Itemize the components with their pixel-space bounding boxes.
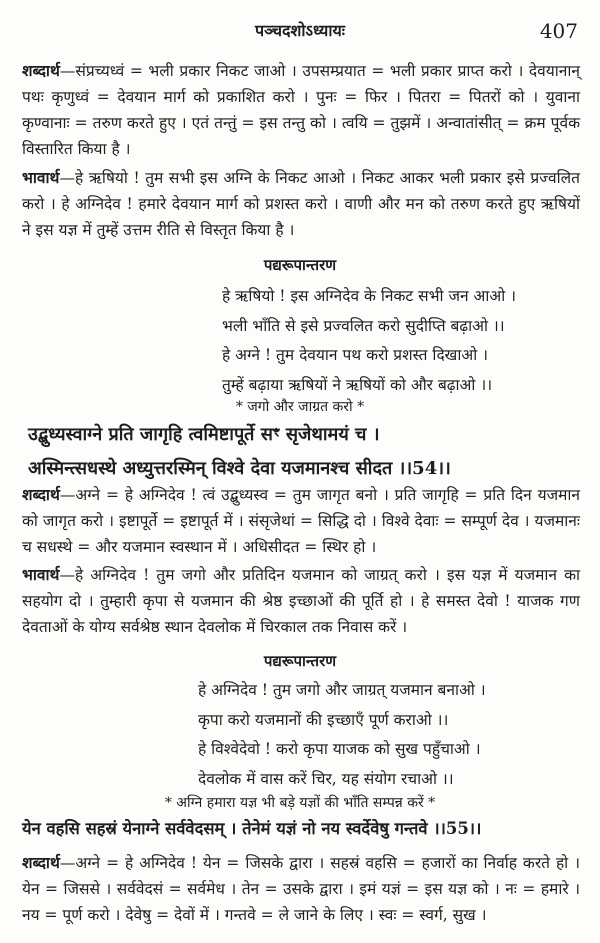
poem-1 <box>0 282 600 400</box>
bhavartha-label: भावार्थ <box>22 565 60 584</box>
shabdartha-text: —संप्रच्यध्वं = भली प्रकार निकट जाओ । उपसम्प्रयात = भली प्रकार प्राप्त करो । देवयानान् पथः कृणुध्वं = देवयान मार्ग को प्रकाशित करो । पुनः = फिर । पितरा = पितरों को । युवाना कृण्वानाः = तरुण करते हुए । एतं तन्तुं = इस तन्तु को । त्वयि = तुझमें । अन्वातांसीत् = क्रम पूर्वक विस्तारित किया है । <box>22 62 580 158</box>
poem-line: हे अग्ने ! तुम देवयान पथ करो प्रशस्त दिखाओ । <box>222 346 489 364</box>
shabdartha-label: शब्दार्थ <box>22 485 60 504</box>
verse-line: उद्बुध्यस्वाग्ने प्रति जागृहि त्वमिष्टापूर्ते सꣳ सृजेथामयं च । <box>28 424 380 445</box>
bhavartha-paragraph-1 <box>22 165 580 243</box>
shabdartha-paragraph-1 <box>22 58 580 162</box>
verse-line: अस्मिन्त्सधस्थे अध्युत्तरस्मिन् विश्वे देवा यजमानश्च सीदत ।।54।। <box>28 458 451 479</box>
bhavartha-text: —हे अग्निदेव ! तुम जगो और प्रतिदिन यजमान को जाग्रत् करो । इस यज्ञ में यजमान का सहयोग दो । तुम्हारी कृपा से यजमान की श्रेष्ठ इच्छाओं की पूर्ति हो । हे समस्त देवो ! याजक गण देवताओं के योग्य सर्वश्रेष्ठ स्थान देवलोक में चिरकाल तक निवास करें । <box>22 566 580 636</box>
shabdartha-text: —अग्ने = हे अग्निदेव ! येन = जिसके द्वारा । सहस्रं वहसि = हजारों का निर्वाह करते हो । येन = जिससे । सर्ववेदसं = सर्वमेध । तेन = उसके द्वारा । इमं यज्ञं = इस यज्ञ को । नः = हमारे । नय = पूर्ण करो । देवेषु = देवों में । गन्तवे = ले जाने के लिए । स्वः = स्वर्ग, सुख । <box>22 854 580 924</box>
sanskrit-verse-54 <box>28 418 588 486</box>
bhavartha-text: —हे ऋषियो ! तुम सभी इस अग्नि के निकट आओ । निकट आकर भली प्रकार इसे प्रज्वलित करो । हे अग्निदेव ! हमारे देवयान मार्ग को प्रशस्त करो । वाणी और मन को तरुण करते हुए ऋषियों ने इस यज्ञ में तुम्हें उत्तम रीति से विस्तृत किया है । <box>22 169 580 239</box>
shabdartha-paragraph-2 <box>22 482 580 560</box>
poem-2 <box>0 676 600 794</box>
shabdartha-paragraph-3 <box>22 850 580 928</box>
poem-line: तुम्हें बढ़ाया ऋषियों ने ऋषियों को और बढ़ाओ ।। <box>222 375 493 394</box>
bhavartha-paragraph-2 <box>22 562 580 640</box>
poem-heading-1: पद्यरूपान्तरण <box>263 256 337 274</box>
bhavartha-label: भावार्थ <box>22 168 60 187</box>
poem-line: कृपा करो यजमानों की इच्छाएँ पूर्ण कराओ ।। <box>198 710 449 729</box>
section-subtitle-1: * जगो और जाग्रत करो * <box>235 399 365 415</box>
poem-line: हे अग्निदेव ! तुम जगो और जाग्रत् यजमान बनाओ । <box>198 681 486 699</box>
poem-line: हे विश्वेदेवो ! करो कृपा याजक को सुख पहुँचाओ । <box>198 740 481 758</box>
sanskrit-verse-55: येन वहसि सहस्रं येनाग्ने सर्ववेदसम् । तेनेमं यज्ञं नो नय स्वर्देवेषु गन्तवे ।।55।। <box>22 819 482 838</box>
chapter-title: पञ्चदशोऽध्यायः <box>255 21 345 40</box>
poem-line: भली भाँति से इसे प्रज्वलित करो सुदीप्ति बढ़ाओ ।। <box>222 316 505 335</box>
shabdartha-label: शब्दार्थ <box>22 61 60 80</box>
shabdartha-label: शब्दार्थ <box>22 853 60 872</box>
section-subtitle-2: * अग्नि हमारा यज्ञ भी बड़े यज्ञों की भाँति सम्पन्न करें * <box>164 795 436 811</box>
page-number: 407 <box>539 19 578 43</box>
poem-line: देवलोक में वास करें चिर, यह संयोग रचाओ ।। <box>198 769 454 788</box>
page-header <box>0 18 600 48</box>
poem-heading-2: पद्यरूपान्तरण <box>263 652 337 670</box>
poem-line: हे ऋषियो ! इस अग्निदेव के निकट सभी जन आओ । <box>222 287 516 305</box>
shabdartha-text: —अग्ने = हे अग्निदेव ! त्वं उद्बुध्यस्व = तुम जागृत बनो । प्रति जागृहि = प्रति दिन यजमान को जागृत करो । इष्टापूर्ते = इष्टापूर्त में । संसृजेथां = सिद्धि दो । विश्वे देवाः = सम्पूर्ण देव । यजमानः च सधस्थे = और यजमान स्वस्थान में । अधिसीदत = स्थिर हो । <box>22 486 580 556</box>
